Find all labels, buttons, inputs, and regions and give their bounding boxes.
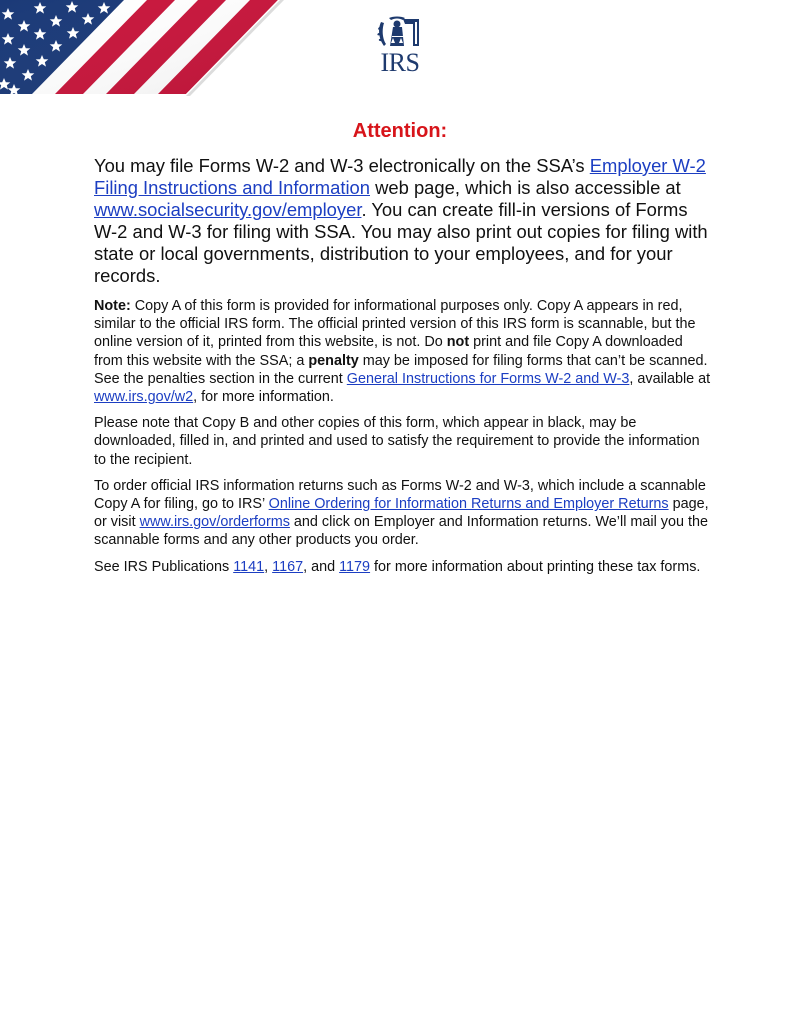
publication-1179-link[interactable]: 1179 (339, 558, 371, 575)
employer-w2-filing-link[interactable]: Employer W-2 Filing Instructions and Information (94, 155, 706, 198)
irs-w2-link[interactable]: www.irs.gov/w2 (94, 389, 194, 406)
notice-content (94, 155, 714, 584)
note-text-5: , for more information. (193, 389, 334, 406)
note-paragraph (94, 297, 714, 406)
lead-paragraph (94, 155, 714, 287)
publication-1167-link[interactable]: 1167 (272, 558, 304, 575)
order-text-3: and click on Employer and Information returns. We’ll mail you the scannable forms and any other products you order. (94, 514, 708, 549)
note-label: Note: (94, 298, 131, 314)
lead-text-2: web page, which is also accessible at (370, 177, 681, 198)
lead-text-1: You may file Forms W-2 and W-3 electronically on the SSA’s (94, 155, 590, 176)
note-bold-not: not (446, 334, 470, 351)
note-text-2: print and file Copy A downloaded from this website with the SSA; a (94, 334, 683, 369)
note-bold-penalty: penalty (308, 352, 359, 369)
pub-text-2: , (264, 558, 273, 575)
us-flag-banner-icon (0, 0, 290, 100)
general-instructions-link[interactable]: General Instructions for Forms W-2 and W-3 (346, 370, 630, 387)
pub-text-3: , and (303, 558, 340, 575)
order-text-1: To order official IRS information returns such as Forms W-2 and W-3, which include a scannable Copy A for filing, go to IRS’ (94, 477, 706, 513)
irs-orderforms-link[interactable]: www.irs.gov/orderforms (139, 514, 290, 531)
online-ordering-link[interactable]: Online Ordering for Information Returns and Employer Returns (268, 496, 669, 513)
publications-paragraph (94, 558, 714, 576)
note-text-1: Copy A of this form is provided for informational purposes only. Copy A appears in red, similar to the official IRS form. The official printed version of this IRS form is scannable, but the online version of it, printed from this website, is not. Do (94, 298, 696, 351)
irs-eagle-emblem-icon (375, 16, 425, 50)
irs-logo (375, 16, 425, 78)
lead-text-3: . You can create fill-in versions of Forms W-2 and W-3 for filing with SSA. You may also print out copies for filing with state or local governments, distribution to your employees, and for your records. (94, 199, 708, 286)
socialsecurity-employer-link[interactable]: www.socialsecurity.gov/employer (94, 199, 362, 220)
order-text-2: page, or visit (94, 496, 709, 531)
pub-text-4: for more information about printing these tax forms. (370, 558, 701, 575)
copy-b-paragraph: Please note that Copy B and other copies of this form, which appear in black, may be downloaded, filled in, and printed and used to satisfy the requirement to provide the information to the recipient. (94, 415, 700, 468)
order-paragraph (94, 477, 714, 550)
note-text-4: , available at (629, 370, 711, 387)
irs-logo-text: IRS (380, 48, 420, 77)
pub-text-1: See IRS Publications (94, 558, 234, 575)
publication-1141-link[interactable]: 1141 (233, 558, 265, 575)
attention-heading: Attention: (352, 120, 448, 142)
note-text-3: may be imposed for filing forms that can’t be scanned. See the penalties section in the current (94, 352, 708, 387)
